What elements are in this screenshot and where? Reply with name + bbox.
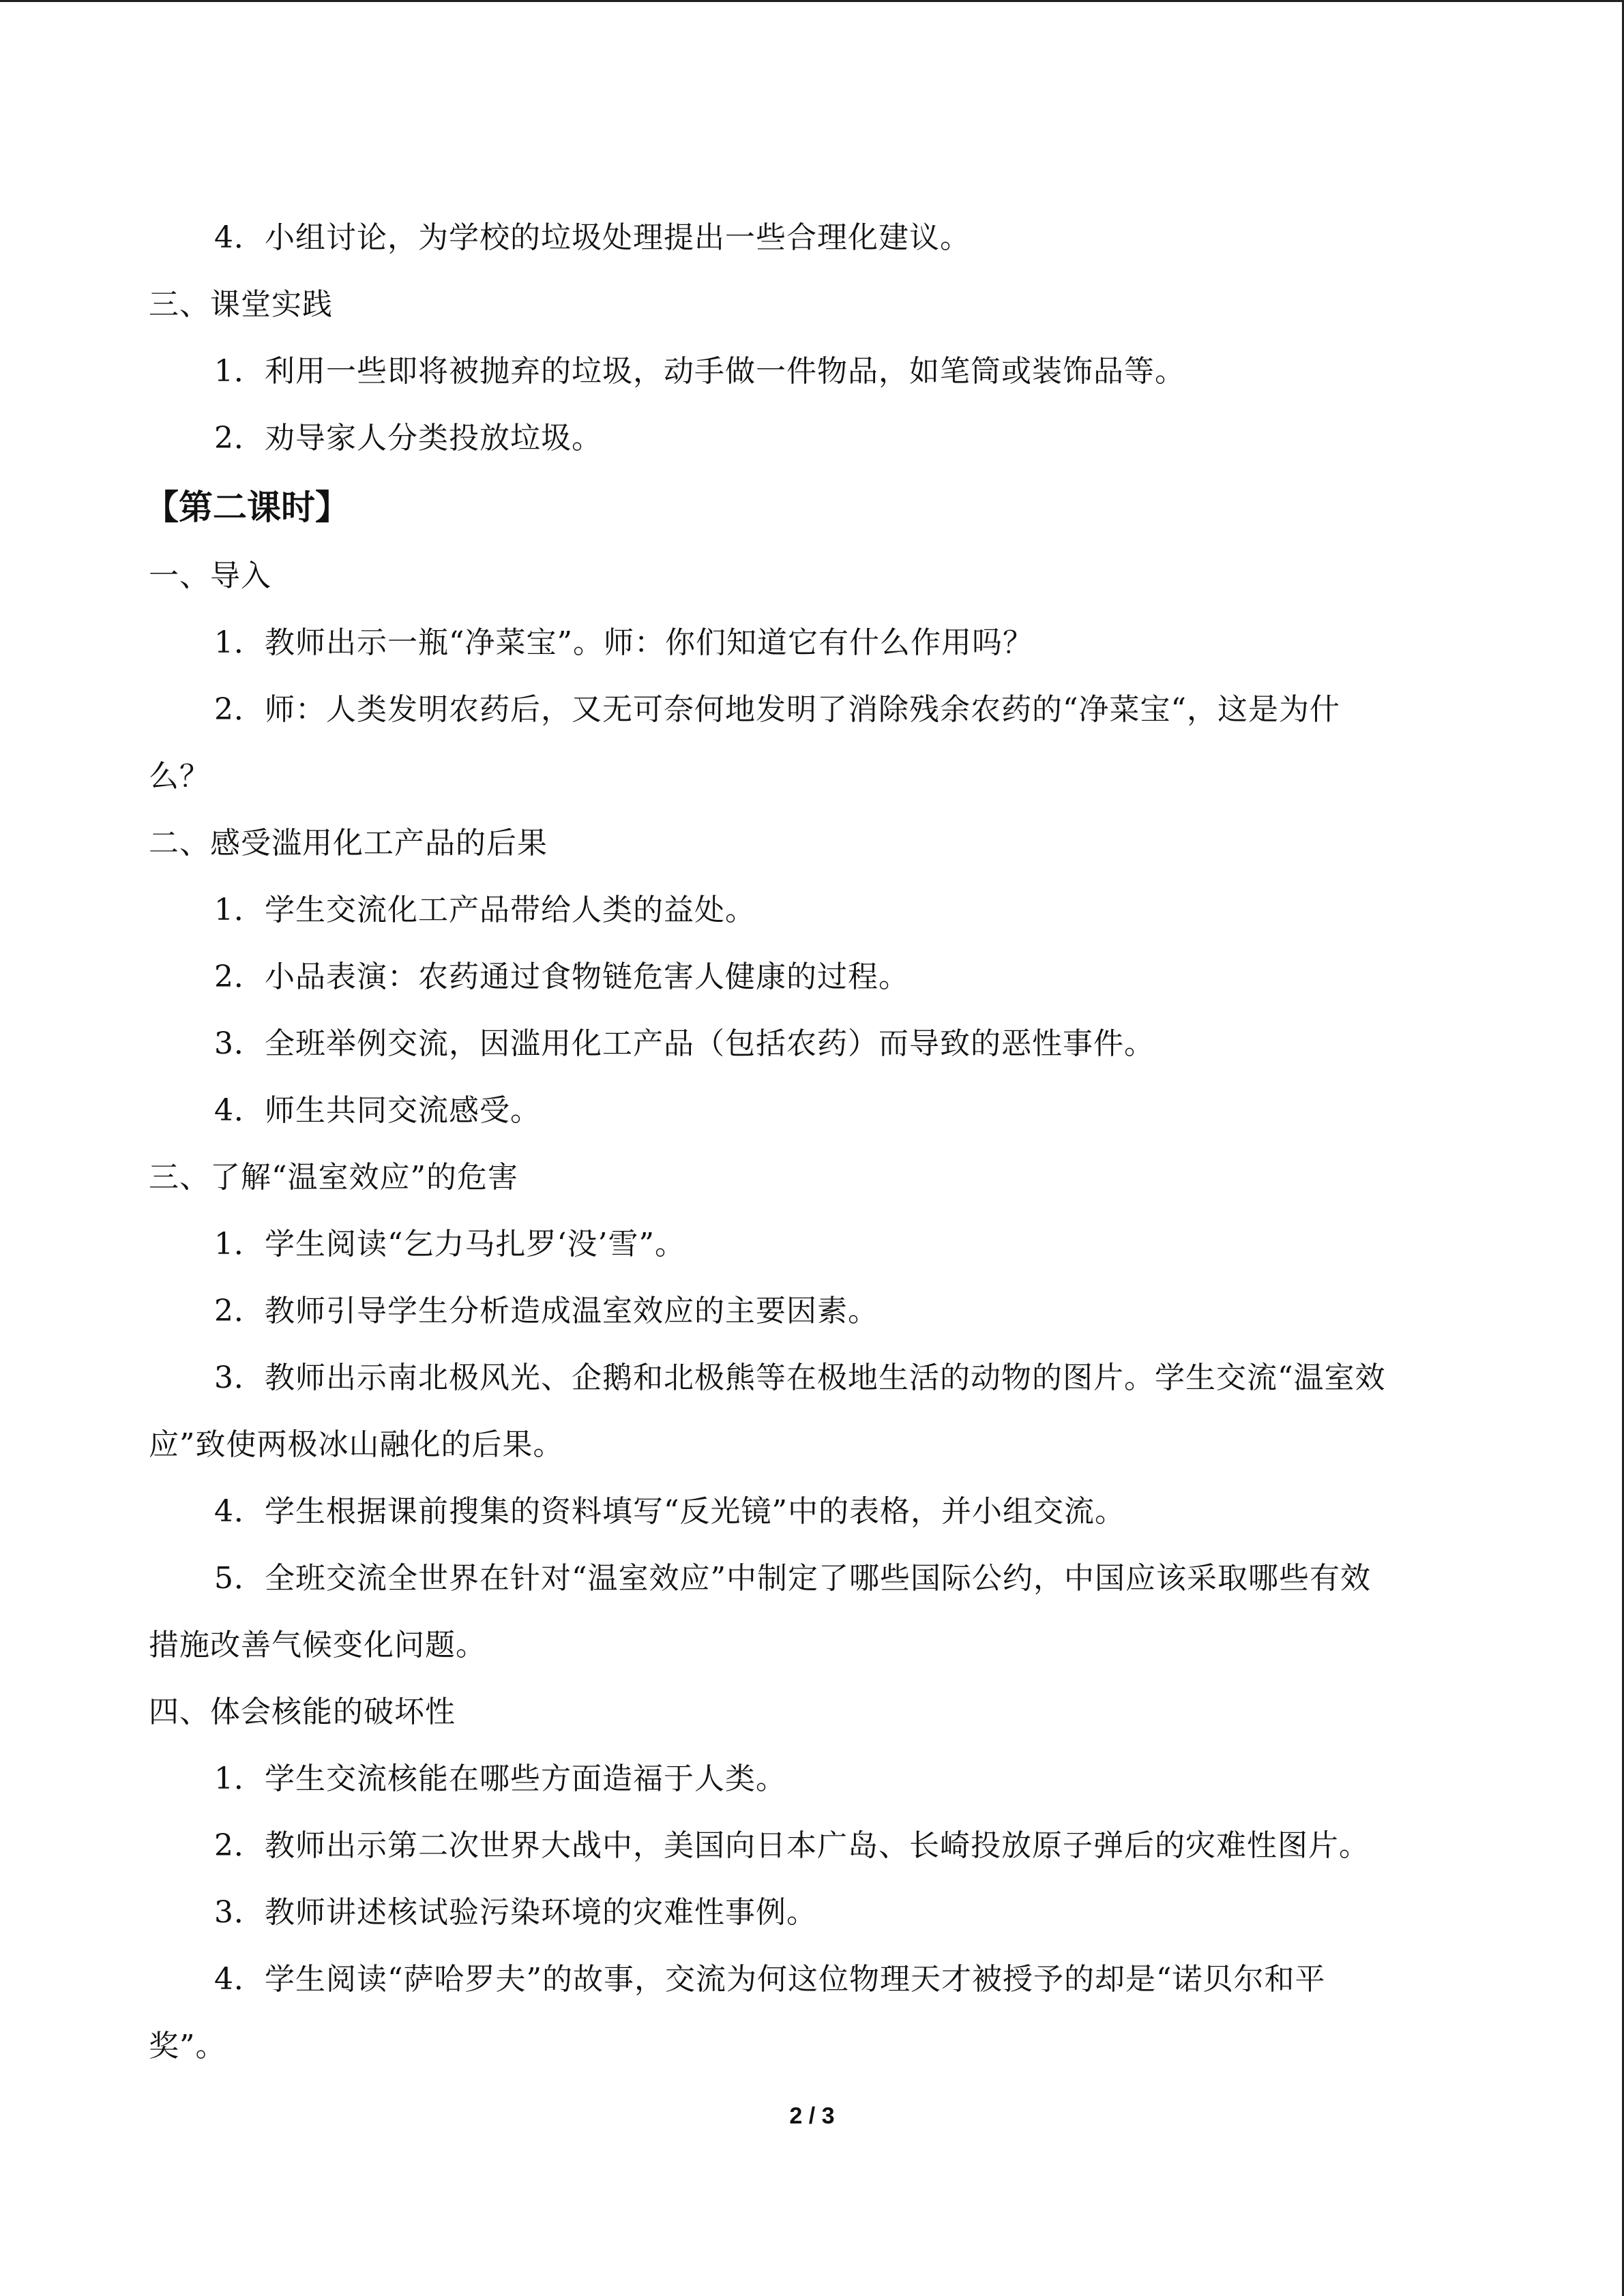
paragraph-continuation: 措施改善气候变化问题。 (149, 1628, 486, 1663)
paragraph: 1．教师出示一瓶“净菜宝”。师：你们知道它有什么作用吗？ (214, 625, 1033, 660)
page-top-border (0, 0, 1624, 2)
paragraph: 2．小品表演：农药通过食物链危害人健康的过程。 (214, 959, 909, 994)
paragraph: 1．学生交流化工产品带给人类的益处。 (214, 893, 756, 927)
paragraph: 4．学生根据课前搜集的资料填写“反光镜”中的表格，并小组交流。 (214, 1494, 1125, 1529)
section-heading: 二、感受滥用化工产品的后果 (149, 826, 548, 861)
paragraph: 4．小组讨论，为学校的垃圾处理提出一些合理化建议。 (214, 220, 971, 255)
paragraph-continuation: 么？ (149, 759, 210, 794)
paragraph: 2．教师引导学生分析造成温室效应的主要因素。 (214, 1294, 879, 1328)
paragraph: 1．利用一些即将被抛弃的垃圾，动手做一件物品，如笔筒或装饰品等。 (214, 354, 1185, 389)
paragraph: 1．学生阅读“乞力马扎罗‘没’雪”。 (214, 1227, 685, 1262)
paragraph: 2．师：人类发明农药后，又无可奈何地发明了消除残余农药的“净菜宝“，这是为什 (214, 692, 1340, 727)
page-number: 2 / 3 (789, 2103, 835, 2129)
section-heading: 一、导入 (149, 558, 271, 593)
paragraph: 2．劝导家人分类投放垃圾。 (214, 421, 602, 456)
paragraph: 5．全班交流全世界在针对“温室效应”中制定了哪些国际公约，中国应该采取哪些有效 (214, 1561, 1371, 1596)
paragraph: 3．教师讲述核试验污染环境的灾难性事例。 (214, 1895, 817, 1930)
paragraph: 2．教师出示第二次世界大战中，美国向日本广岛、长崎投放原子弹后的灾难性图片。 (214, 1828, 1370, 1863)
paragraph: 1．学生交流核能在哪些方面造福于人类。 (214, 1761, 786, 1796)
paragraph-continuation: 奖”。 (149, 2029, 226, 2063)
section-heading: 三、了解“温室效应”的危害 (149, 1160, 518, 1195)
paragraph: 3．教师出示南北极风光、企鹅和北极熊等在极地生活的动物的图片。学生交流“温室效 (214, 1360, 1386, 1395)
section-heading: 四、体会核能的破坏性 (149, 1695, 456, 1729)
document-body (145, 205, 1486, 2080)
paragraph: 4．师生共同交流感受。 (214, 1093, 541, 1128)
paragraph-continuation: 应”致使两极冰山融化的后果。 (149, 1427, 564, 1462)
paragraph: 4．学生阅读“萨哈罗夫”的故事，交流为何这位物理天才被授予的却是“诺贝尔和平 (214, 1962, 1326, 1997)
section-heading: 三、课堂实践 (149, 287, 333, 322)
paragraph: 3．全班举例交流，因滥用化工产品（包括农药）而导致的恶性事件。 (214, 1026, 1155, 1061)
lesson-title: 【第二课时】 (145, 488, 349, 527)
